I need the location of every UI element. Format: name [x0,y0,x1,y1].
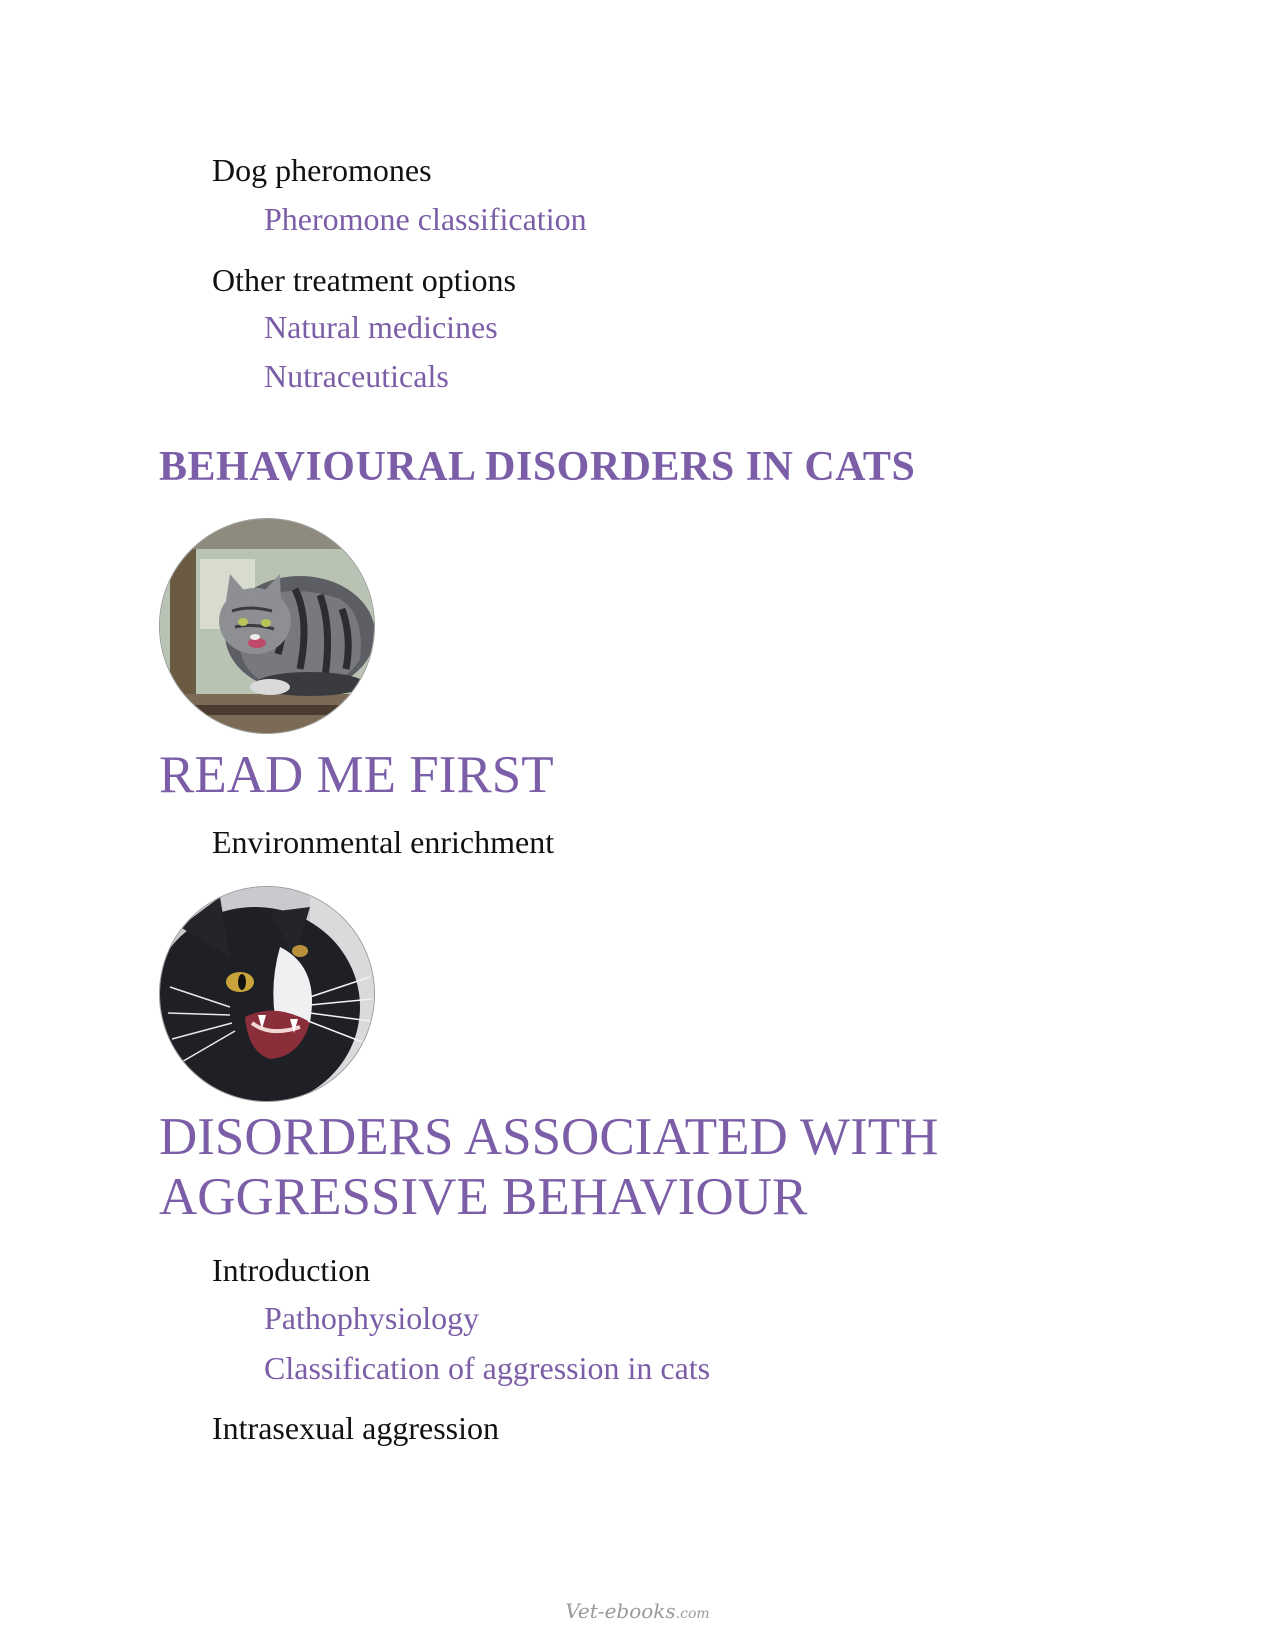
toc-entry-natural-medicines[interactable]: Natural medicines [264,309,498,345]
chapter-heading-aggression-line2[interactable]: AGGRESSIVE BEHAVIOUR [159,1168,808,1226]
toc-entry-introduction[interactable]: Introduction [212,1252,371,1288]
tabby-cat-thumbnail [159,518,375,734]
toc-entry-pheromone-classification[interactable]: Pheromone classification [264,201,587,237]
toc-entry-classification-of-aggression[interactable]: Classification of aggression in cats [264,1350,711,1386]
watermark-suffix: .com [675,1606,710,1622]
part-heading-behavioural-disorders-in-cats[interactable]: BEHAVIOURAL DISORDERS IN CATS [159,444,916,490]
toc-entry-pathophysiology[interactable]: Pathophysiology [264,1300,480,1336]
watermark-footer [0,1598,1275,1627]
hissing-cat-thumbnail [159,886,375,1102]
toc-entry-intrasexual-aggression[interactable]: Intrasexual aggression [212,1410,500,1446]
toc-entry-dog-pheromones[interactable]: Dog pheromones [212,152,432,188]
tabby-cat-image [160,519,375,734]
hissing-cat-image [160,887,375,1102]
chapter-heading-read-me-first[interactable]: READ ME FIRST [159,746,554,804]
toc-entry-environmental-enrichment[interactable]: Environmental enrichment [212,824,555,860]
toc-entry-nutraceuticals[interactable]: Nutraceuticals [264,358,449,394]
toc-entry-other-treatment-options[interactable]: Other treatment options [212,262,516,298]
watermark-main: Vet-ebooks [565,1599,676,1623]
chapter-heading-aggression-line1[interactable]: DISORDERS ASSOCIATED WITH [159,1108,939,1166]
